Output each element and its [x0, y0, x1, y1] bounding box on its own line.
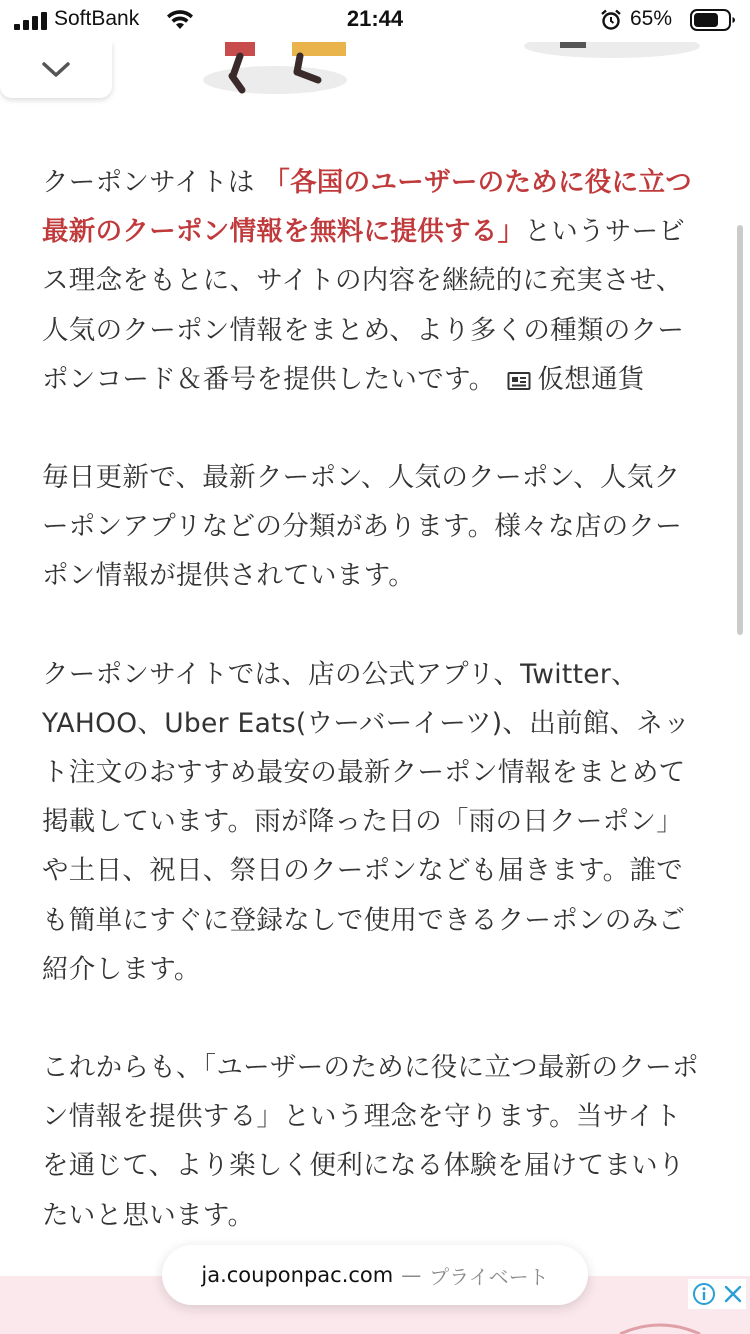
intro-text-start: クーポンサイトは [42, 167, 264, 198]
highlighted-mission: 「各国のユーザーのために役に立つ最新のクーポン情報を無料に提供する」 [42, 167, 693, 248]
alarm-icon [600, 9, 622, 31]
category-link-label: 仮想通貨 [537, 363, 645, 395]
closing-paragraph: これからも、「ユーザーのために役に立つ最新のクーポン情報を提供する」という理念を守ります。当サイトを通じて、より楽しく便利になる体験を届けてまいりたいと思います。 [42, 1052, 699, 1231]
scrollbar[interactable] [737, 225, 743, 635]
sources-paragraph: クーポンサイトでは、店の公式アプリ、Twitter、YAHOO、Uber Eats(ウーバーイーツ)、出前館、ネット注文のおすすめ最安の最新クーポン情報をまとめて掲載しています。雨が降った日の「雨の日クーポン」や土日、祝日、祭日のクーポンなども届きます。誰でも簡単にすぐに登録なしで使用できるクーポンのみご紹介します。 [42, 658, 691, 985]
chevron-down-icon [41, 61, 71, 79]
category-icon [507, 371, 531, 391]
clock: 21:44 [346, 6, 404, 31]
address-bar[interactable] [162, 1245, 588, 1305]
ad-controls [688, 1279, 746, 1309]
intro-text-end: というサービス理念をもとに、サイトの内容を継続的に充実させ、人気のクーポン情報をまとめ、より多くの種類のクーポンコード＆番号を提供したいです。 [42, 216, 686, 395]
private-mode-label: プライベート [429, 1264, 549, 1289]
info-icon[interactable] [692, 1282, 716, 1306]
battery-percent: 65% [630, 7, 673, 30]
hero-illustration [0, 42, 750, 112]
update-paragraph: 毎日更新で、最新クーポン、人気のクーポン、人気クーポンアプリなどの分類があります。様々な店のクーポン情報が提供されています。 [42, 462, 683, 592]
collapse-header-button[interactable] [0, 42, 112, 98]
carrier-name: SoftBank [54, 7, 140, 30]
battery-icon [690, 9, 736, 31]
url-separator: — [401, 1263, 422, 1287]
url-domain: ja.couponpac.com [201, 1263, 394, 1287]
close-icon[interactable] [723, 1284, 743, 1304]
status-bar [0, 0, 750, 42]
intro-paragraph [42, 158, 706, 404]
category-link-crypto[interactable] [507, 364, 644, 395]
article-body [42, 158, 706, 1289]
